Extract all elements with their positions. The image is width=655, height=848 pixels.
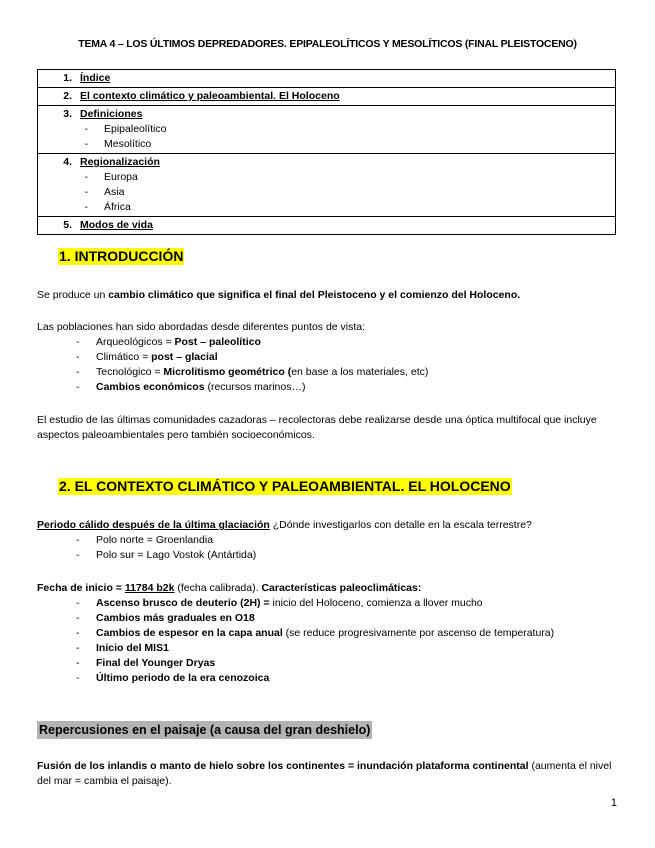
list-item: - Final del Younger Dryas bbox=[76, 657, 216, 669]
toc-row bbox=[38, 88, 616, 106]
list-item: - Polo norte = Groenlandia bbox=[76, 534, 214, 546]
subsection-heading: Repercusiones en el paisaje (a causa del gran deshielo) bbox=[39, 723, 371, 737]
list-item: - Inicio del MIS1 bbox=[76, 642, 169, 654]
toc-subitem: Asia bbox=[104, 186, 125, 198]
list-item: - Cambios económicos (recursos marinos…) bbox=[76, 381, 306, 393]
toc-subitem: Mesolítico bbox=[104, 138, 152, 150]
toc-number: 2. bbox=[63, 90, 72, 102]
toc-row: 3. Definiciones - Epipaleolítico - Mesolítico bbox=[38, 106, 616, 154]
toc-subitem: África bbox=[104, 201, 131, 213]
toc-row bbox=[38, 70, 616, 88]
toc-number: 3. bbox=[63, 108, 72, 120]
toc-row bbox=[38, 217, 616, 235]
paragraph: Las poblaciones han sido abordadas desde diferentes puntos de vista: bbox=[37, 321, 366, 333]
bullet-list bbox=[76, 335, 428, 395]
toc-number: 5. bbox=[63, 219, 72, 231]
toc-subitem: Epipaleolítico bbox=[104, 123, 167, 135]
list-item: - Cambios de espesor en la capa anual (se reduce progresivamente por ascenso de temperatura) bbox=[76, 627, 555, 639]
paragraph: Fecha de inicio = 11784 b2k (fecha calibrada). Características paleoclimáticas: bbox=[37, 582, 422, 594]
bullet-list bbox=[76, 533, 256, 563]
toc-label: Índice bbox=[80, 72, 111, 84]
table-of-contents bbox=[37, 69, 616, 235]
paragraph: Periodo cálido después de la última glaciación ¿Dónde investigarlos con detalle en la escala terrestre? bbox=[37, 519, 532, 531]
toc-label: Definiciones bbox=[80, 108, 143, 120]
paragraph: Fusión de los inlandis o manto de hielo sobre los continentes = inundación plataforma continental (aumenta el nivel del mar = cambia el paisaje). bbox=[37, 760, 612, 787]
page-number: 1 bbox=[610, 797, 617, 809]
list-item: - Polo sur = Lago Vostok (Antártida) bbox=[76, 549, 257, 561]
toc-row: 4. Regionalización - Europa - Asia - África bbox=[38, 154, 616, 217]
toc-label: Modos de vida bbox=[80, 219, 153, 231]
document-title: TEMA 4 – LOS ÚLTIMOS DEPREDADORES. EPIPALEOLÍTICOS Y MESOLÍTICOS (FINAL PLEISTOCENO) bbox=[78, 38, 577, 50]
paragraph: El estudio de las últimas comunidades cazadoras – recolectoras debe realizarse desde una óptica multifocal que incluye aspectos paleoambientales pero también socioeconómicos. bbox=[37, 414, 597, 441]
list-item: - Arqueológicos = Post – paleolítico bbox=[76, 336, 261, 348]
toc-number: 1. bbox=[63, 72, 72, 84]
toc-subitem: Europa bbox=[104, 171, 138, 183]
paragraph: Se produce un cambio climático que significa el final del Pleistoceno y el comienzo del Holoceno. bbox=[37, 289, 521, 301]
list-item: - Tecnológico = Microlitismo geométrico (en base a los materiales, etc) bbox=[76, 366, 429, 378]
list-item: - Último periodo de la era cenozoica bbox=[76, 672, 270, 684]
bullet-list bbox=[76, 596, 554, 686]
toc-label: Regionalización bbox=[80, 156, 160, 168]
section-heading-introduccion: 1. INTRODUCCIÓN bbox=[59, 248, 184, 264]
list-item: - Climático = post – glacial bbox=[76, 351, 218, 363]
toc-label: El contexto climático y paleoambiental. El Holoceno bbox=[80, 90, 340, 102]
list-item: - Ascenso brusco de deuterio (2H) = inicio del Holoceno, comienza a llover mucho bbox=[76, 597, 483, 609]
toc-number: 4. bbox=[63, 156, 72, 168]
list-item: - Cambios más graduales en O18 bbox=[76, 612, 255, 624]
section-heading-contexto: 2. EL CONTEXTO CLIMÁTICO Y PALEOAMBIENTAL. EL HOLOCENO bbox=[59, 478, 511, 494]
